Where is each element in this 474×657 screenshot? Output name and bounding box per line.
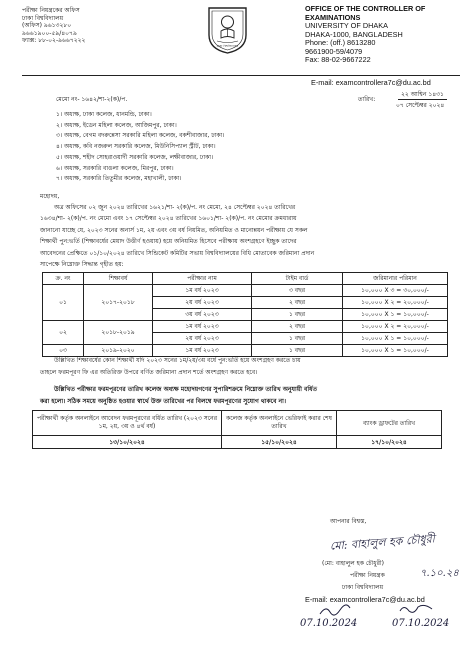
date-bn: ২২ আশ্বিন ১৪৩১ [398,91,447,100]
date-en: ০৭ সেপ্টেম্বর ২০২৪ [396,102,445,109]
initial-mark-1 [318,604,352,618]
signatory-name: (মো: বাহালুল হক চৌধুরী) [322,560,384,567]
body-line: শিক্ষার্থী পুন:ভর্তি (শিক্ষাবর্ষের মেয়াদ উত্তীর্ণ হওয়ায়) হয়ে অনিয়মিত হিসেবে পরীক্ষায় অংশগ্রহণে ইচ্ছুক তাদের [40,238,297,246]
phone-en-2: 9661900-59/4079 [305,46,363,56]
deadline-header-verify: কলেজ কর্তৃক অনলাইনে ভেরিফাই করার শেষ তারিখ [222,411,337,436]
header-right [305,5,425,65]
note-line: উল্লিখিত শিক্ষাবর্ষের কোন শিক্ষার্থী যদি ২০২৩ সনের ১ম/২য়/৩য় বর্ষে পুন:ভর্তি হয়ে অংশগ্রহণ করতে চায় [54,357,301,364]
header-rule [22,75,460,76]
phone-en: Phone: (off.) 8613280 [305,38,376,47]
exam-cell: ১ম বর্ষ ২০২৩ [153,345,252,357]
exam-cell: ৩য় বর্ষ ২০২৩ [153,309,252,321]
office-name-bn: পরীক্ষা নিয়ন্ত্রকের অফিস [22,7,80,14]
office-phone-bn: (অফিস) ৯৬১৩২৮০ [22,22,72,30]
deadline-value-row [33,436,442,449]
col-header-time: টাইম বার্ড [252,273,343,285]
phone-bn: ৯৬৬১৯০০-৫৯/৪০৭৯ [22,29,77,37]
closing-text: আপনার বিশ্বস্ত, [330,518,367,525]
memo-number: মেমো নং- ১৬৪২/শা-২(ক)/প. [56,96,128,103]
initial-date-2: 07.10.2024 [392,618,450,629]
signature-date: ৭.১০.২৪ [420,568,459,579]
recipient-item: ২। অধ্যক্ষ, ইডেন মহিলা কলেজ, আজিমপুর, ঢাকা। [56,121,177,129]
note-paragraph [40,355,301,378]
recipient-item: ৭। অধ্যক্ষ, সরকারি তিতুমীর কলেজ, মহাখালী, ঢাকা। [56,175,182,183]
body-line: ১৬৩৪/শা- ২(ক)/প. নং মেমো এবং ১৭ সেপ্টেম্বর ২০২৪ তারিখের ১৬০১/শা- ২(ক)/প. নং মেমোর ক্রমধারায় [40,215,297,223]
recipient-item: ৪। অধ্যক্ষ, কবি নজরুল সরকারি কলেজ, মিউনিসিপ্যাল স্ট্রীট, ঢাকা। [56,143,216,151]
initial-date-1: 07.10.2024 [300,618,358,629]
serial-cell: ০৩ [43,345,84,357]
fine-cell: ১০,০০০ X ১ = ১০,০০০/- [343,309,448,321]
time-cell: ২ বছর [252,321,343,333]
col-header-serial: ক্র. নং [43,273,84,285]
fax-bn: ফ্যাক্স: ৮৮-০২-৯৬৬৭২২২ [22,37,86,45]
extension-line: উল্লিখিত পরীক্ষার ফরমপূরণের তারিখ কলেজ অধ্যক্ষ মহোদয়গণের সুপারিশক্রমে নিম্নোক্ত তারিখ অনুযায়ী বর্ধিত [54,386,317,393]
body-line: সাপেক্ষে নিম্নোক্ত সিদ্ধান্ত গৃহীত হয়: [40,261,124,269]
fine-cell: ১০,০০০ X ১ = ১০,০০০/- [343,333,448,345]
signature-handwriting: মো: বাহালুল হক চৌধুরী [329,532,436,553]
session-cell: ২০১৭-২০১৮ [84,285,153,321]
time-cell: ৩ বছর [252,285,343,297]
table-row [43,285,448,297]
extension-paragraph [40,384,317,408]
logo-text: ঢাকা বিশ্ববিদ্যালয় [216,44,239,48]
initial-mark-2 [398,602,434,616]
recipient-item: ৬। অধ্যক্ষ, সরকারি বাঙলা কলেজ, মিরপুর, ঢাকা। [56,164,174,172]
fine-cell: ১০,০০০ X ৩ = ৩০,০০০/- [343,285,448,297]
recipient-item: ৫। অধ্যক্ষ, শহীদ সোহরাওয়ার্দী সরকারি কলেজ, লক্ষীবাজার, ঢাকা। [56,153,214,161]
deadline-header-bank: ব্যাংক ড্রাফটের তারিখ [337,411,442,436]
time-cell: ১ বছর [252,309,343,321]
body-line: অত্র অফিসের ০২ জুন ২০২৪ তারিখের ১৬২১/শা- ২(ক)/প. নং মেমো, ২৪ সেপ্টেম্বর ২০২৪ তারিখের [54,204,296,211]
office-name-en: OFFICE OF THE CONTROLLER OF [305,4,426,13]
university-logo [205,5,250,55]
fine-table-header [43,273,448,285]
date-label: তারিখ: [358,96,376,103]
body-paragraph [40,202,314,270]
email-en: E-mail: examcontrollera7c@du.ac.bd [311,78,431,87]
recipient-list [56,110,224,185]
signatory-email: E-mail: examcontrollera7c@du.ac.bd [305,595,425,604]
exam-cell: ১ম বর্ষ ২০২৩ [153,285,252,297]
time-cell: ২ বছর [252,297,343,309]
time-cell: ১ বছর [252,345,343,357]
session-cell: ২০১৮-২০১৯ [84,321,153,345]
serial-cell: ০১ [43,285,84,321]
session-cell: ২০১৯-২০২০ [84,345,153,357]
office-name-en-2: EXAMINATIONS [305,12,361,22]
recipient-item: ১। অধ্যক্ষ, ঢাকা কলেজ, ধানমন্ডি, ঢাকা। [56,111,152,118]
deadline-bank-date: ১৭/১০/২০২৪ [337,436,442,449]
exam-cell: ২য় বর্ষ ২০২৩ [153,333,252,345]
extension-line: করা হলো। সঠিক সময়ে অনুষ্ঠিত হওয়ার স্বার্থে উক্ত তারিখের পর বিলম্বে ফরমপূরণের সুযোগ থাকবে না। [40,397,286,405]
deadline-table [32,410,442,449]
address-en: DHAKA-1000, BANGLADESH [305,29,403,39]
fine-cell: ১০,০০০ X ১ = ১০,০০০/- [343,345,448,357]
time-cell: ১ বছর [252,333,343,345]
note-line: তাহলে ফরমপূরণ ফি এর অতিরিক্ত উপরে বর্ণিত জরিমানা প্রদান শর্তে অংশগ্রহণ করতে হবে। [40,368,258,376]
body-line: জানানো যাচ্ছে যে, ২০২৩ সনের অনার্স ১ম, ২য় এবং ৩য় বর্ষ নিয়মিত, অনিয়মিত ও মানোন্নয়ন পরীক্ষায় যে সকল [40,226,308,234]
col-header-fine: জরিমানার পরিমান [343,273,448,285]
exam-cell: ১ম বর্ষ ২০২৩ [153,321,252,333]
recipient-item: ৩। অধ্যক্ষ, বেগম বদরুন্নেসা সরকারি মহিলা কলেজ, বকশীবাজার, ঢাকা। [56,132,225,140]
header-left [22,7,85,45]
signatory-title: পরীক্ষা নিয়ন্ত্রক [350,572,385,579]
fax-en: Fax: 88-02-9667222 [305,55,371,64]
fine-cell: ১০,০০০ X ২ = ২০,০০০/- [343,297,448,309]
body-line: আবেদনের প্রেক্ষিতে ০১/১০/২০২৪ তারিখে সিন্ডিকেট কমিটির সভায় বিশ্ববিদ্যালয়ের বিধি মোতাবেক জরিমানা প্রদান [40,249,315,257]
fine-cell: ১০,০০০ X ২ = ২০,০০০/- [343,321,448,333]
deadline-apply-date: ১৩/১০/২০২৪ [33,436,222,449]
col-header-session: শিক্ষাবর্ষ [84,273,153,285]
deadline-verify-date: ১৫/১০/২০২৪ [222,436,337,449]
table-row [43,321,448,333]
col-header-exam: পরীক্ষার নাম [153,273,252,285]
exam-cell: ২য় বর্ষ ২০২৩ [153,297,252,309]
serial-cell: ০২ [43,321,84,345]
deadline-header-apply: পরীক্ষার্থী কর্তৃক অনলাইনে আবেদন ফরমপূরণের বর্ধিত তারিখ (২০২৩ সনের ১ম, ২য়, ৩য় ও ৪র্থ বর্ষ) [33,411,222,436]
signatory-org: ঢাকা বিশ্ববিদ্যালয় [342,584,384,591]
deadline-header-row [33,411,442,436]
university-name-en: UNIVERSITY OF DHAKA [305,21,388,30]
university-name-bn: ঢাকা বিশ্ববিদ্যালয় [22,14,64,22]
salutation: মহোদয়, [40,193,60,200]
fine-table [42,272,448,357]
